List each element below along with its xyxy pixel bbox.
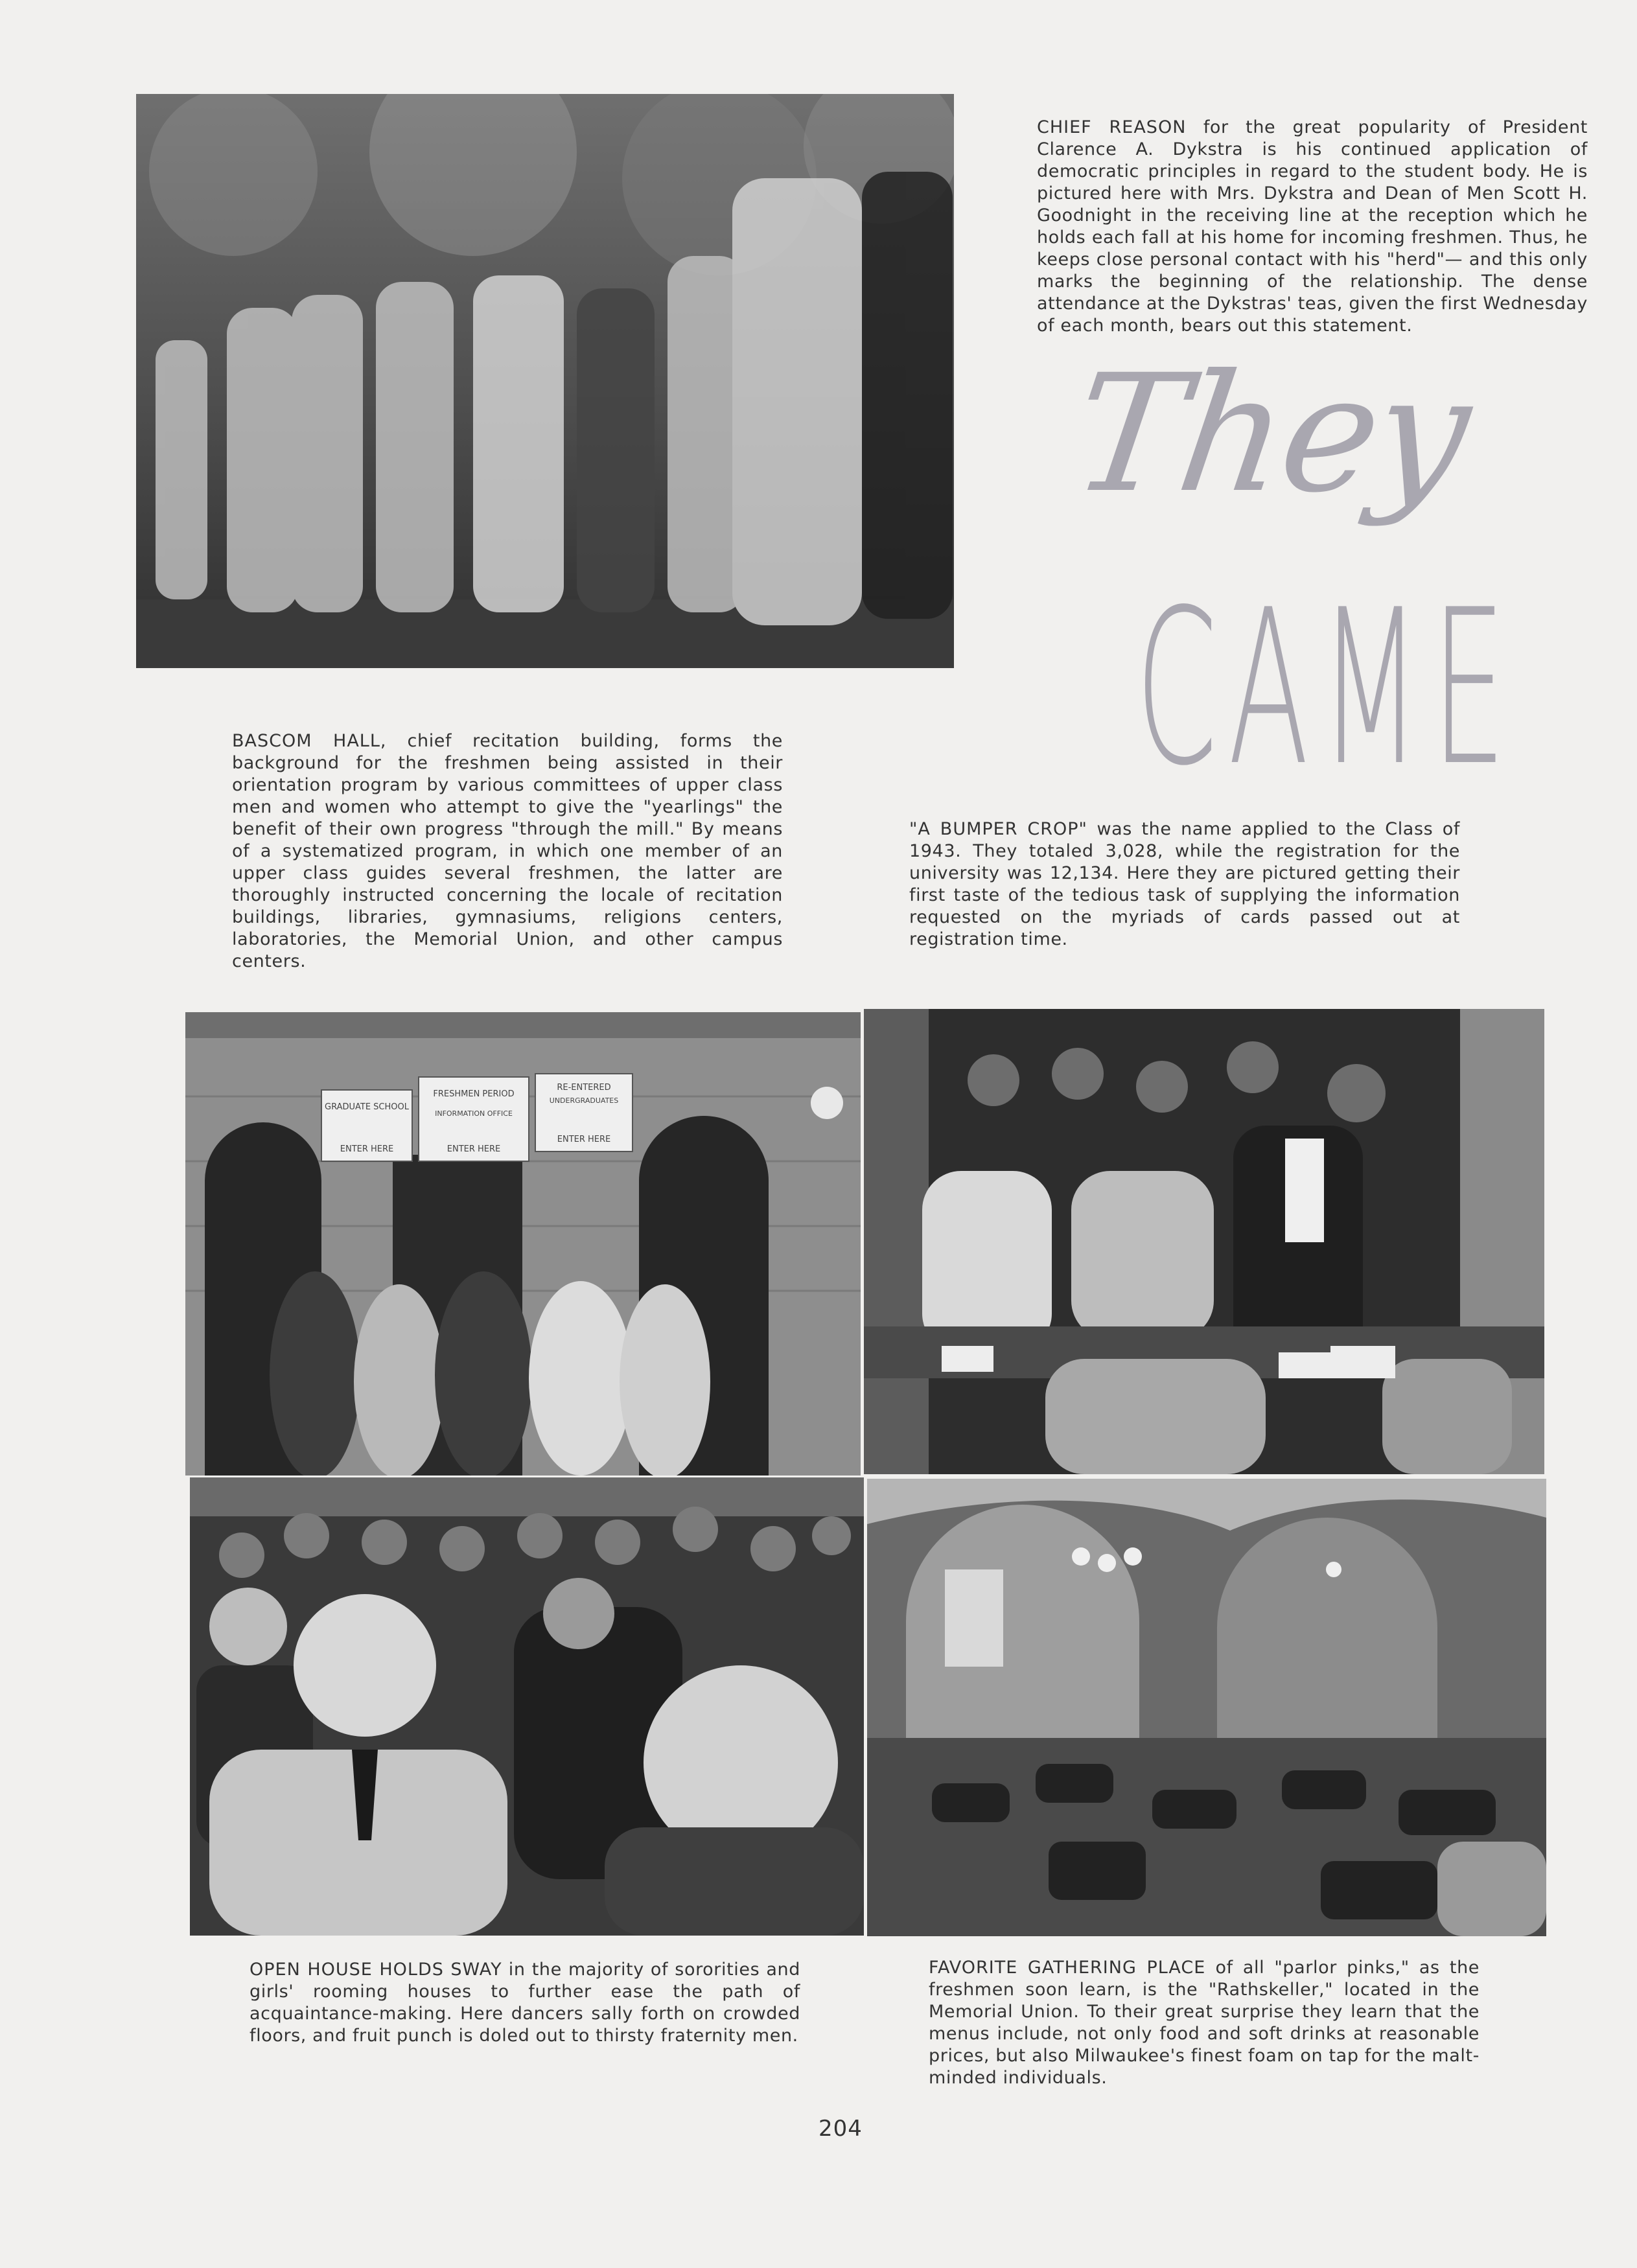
caption-open-house-body: in the majority of sororities and girls' rooming houses to further ease the path of acquaintance-making. Here dancers sally forth on crowded floors, and fruit punch is doled out to thirsty fraternity men. [250,1960,800,2046]
caption-gathering-place-body: of all "parlor pinks," as the freshmen soon learn, is the "Rathskeller," located in the Memorial Union. To their great surprise they learn that the menus include, not only food and soft drinks at reasonable prices, but also Milwaukee's finest foam on tap for the malt-minded individuals. [929,1958,1480,2088]
sign-panel3-line1: RE-ENTERED [557,1083,611,1093]
page-number: 204 [818,2116,863,2142]
sign-panel1-line1: GRADUATE SCHOOL [325,1102,409,1112]
caption-chief-reason [1037,117,1588,337]
title-came: CAME [1135,564,1517,813]
caption-bascom-hall [232,730,783,973]
title-they: They [1062,340,1479,528]
caption-bumper-crop [909,818,1460,951]
sign-panel2-line3: ENTER HERE [447,1144,501,1154]
caption-open-house [250,1959,800,2047]
caption-bascom-hall-body: chief recitation building, forms the background for the freshmen being assisted in their orientation program by various committees of upper class men and women who attempt to give the "yearlings" the benefit of their own progress "through the mill." By means of a systematized program, in which one member of an upper class guides several freshmen, the latter are thoroughly instructed concerning the locale of recitation buildings, libraries, gymnasiums, religions centers, laboratories, the Memorial Union, and other campus centers. [232,731,783,971]
caption-bumper-crop-lead: "A BUMPER CROP" [909,819,1087,839]
caption-open-house-lead: OPEN HOUSE HOLDS SWAY [250,1960,502,1980]
photo-registration [864,1009,1544,1474]
sign-panel1-line2: ENTER HERE [340,1144,394,1154]
photo-rathskeller [867,1479,1546,1936]
photo-receiving-line [136,94,954,668]
caption-bumper-crop-body: was the name applied to the Class of 1943. They totaled 3,028, while the registration for the university was 12,134. Here they are pictured getting their first taste of the tedious task of supplying the information requested on the myriads of cards passed out at registration time. [909,819,1460,949]
sign-panel2-line2: INFORMATION OFFICE [435,1109,513,1118]
caption-chief-reason-body: for the great popularity of President Clarence A. Dykstra is his continued application of democratic principles in regard to the student body. He is pictured here with Mrs. Dykstra and Dean of Men Scott H. Goodnight in the receiving line at the reception which he holds each fall at his home for incoming freshmen. Thus, he keeps close personal contact with his "herd"— and this only marks the beginning of the relationship. The dense attendance at the Dykstras' teas, given the first Wednesday of each month, bears out this statement. [1037,117,1588,336]
sign-panel3-line3: ENTER HERE [557,1135,611,1144]
caption-bascom-hall-lead: BASCOM HALL, [232,731,387,751]
caption-chief-reason-lead: CHIEF REASON [1037,117,1187,137]
sign-panel2-line1: FRESHMEN PERIOD [433,1089,515,1099]
sign-panel3-line2: UNDERGRADUATES [549,1096,619,1105]
photo-open-house [190,1477,864,1936]
caption-gathering-place [929,1957,1480,2089]
photo-bascom-hall [185,1012,861,1475]
caption-gathering-place-lead: FAVORITE GATHERING PLACE [929,1958,1206,1978]
